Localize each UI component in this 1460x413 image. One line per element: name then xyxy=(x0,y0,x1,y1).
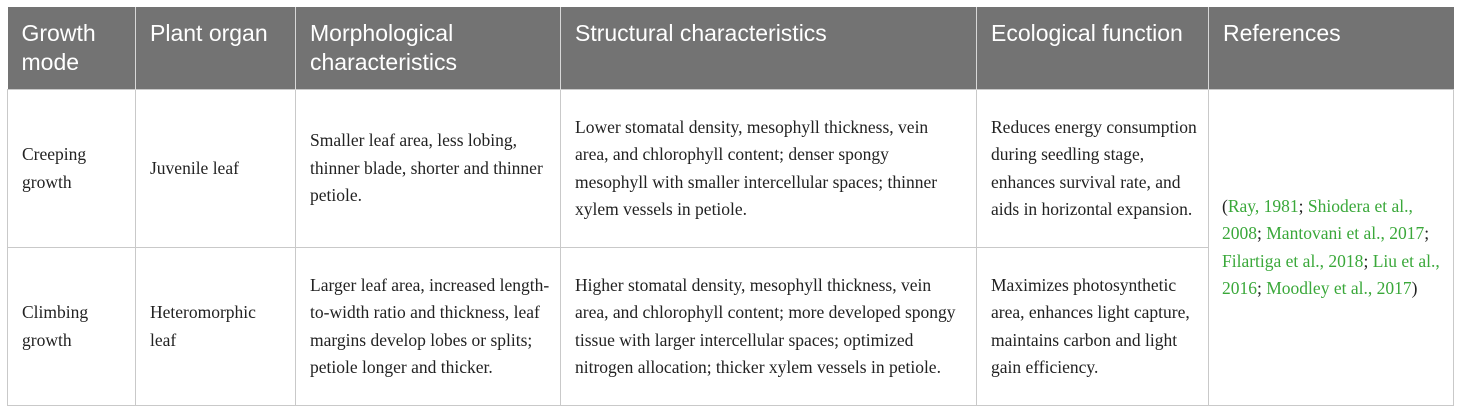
header-structural: Structural characteristics xyxy=(561,7,977,90)
header-plant-organ: Plant organ xyxy=(136,7,296,90)
header-references: References xyxy=(1209,7,1454,90)
cell-morphological: Larger leaf area, increased length-to-width ratio and thickness, leaf margins develop lobes or splits; petiole longer and thicker. xyxy=(296,248,561,406)
cell-morphological: Smaller leaf area, less lobing, thinner blade, shorter and thinner petiole. xyxy=(296,90,561,248)
ref-separator: ; xyxy=(1257,278,1267,298)
ref-link-mantovani[interactable]: Mantovani et al., 2017 xyxy=(1266,223,1425,243)
header-row xyxy=(8,7,1454,90)
ref-open-paren: ( xyxy=(1222,195,1228,216)
ref-separator: ; xyxy=(1363,250,1373,271)
table-container xyxy=(7,7,1453,406)
cell-growth-mode: Creeping growth xyxy=(8,90,136,248)
table-row xyxy=(8,90,1454,248)
header-morphological: Morphological characteristics xyxy=(296,7,561,90)
ref-link-filartiga[interactable]: Filartiga et al., 2018 xyxy=(1222,250,1364,271)
cell-ecological: Reduces energy consumption during seedling stage, enhances survival rate, and aids in horizontal expansion. xyxy=(977,90,1209,248)
growth-mode-table xyxy=(7,7,1454,406)
header-ecological: Ecological function xyxy=(977,7,1209,90)
ref-separator: ; xyxy=(1298,195,1308,216)
ref-link-shiodera[interactable]: Shiodera et al., 2008 xyxy=(1222,195,1413,243)
ref-link-moodley[interactable]: Moodley et al., 2017 xyxy=(1266,278,1412,298)
cell-plant-organ: Juvenile leaf xyxy=(136,90,296,248)
cell-structural: Lower stomatal density, mesophyll thickness, vein area, and chlorophyll content; denser spongy mesophyll with smaller intercellular spaces; thinner xylem vessels in petiole. xyxy=(561,90,977,248)
header-growth-mode: Growth mode xyxy=(8,7,136,90)
cell-references xyxy=(1209,90,1454,406)
ref-separator: ; xyxy=(1424,223,1430,243)
ref-link-liu[interactable]: Liu et al., 2016 xyxy=(1222,250,1440,298)
cell-plant-organ: Heteromorphic leaf xyxy=(136,248,296,406)
ref-close-paren: ) xyxy=(1411,278,1418,298)
ref-separator: ; xyxy=(1257,223,1267,243)
cell-ecological: Maximizes photosynthetic area, enhances light capture, maintains carbon and light gain efficiency. xyxy=(977,248,1209,406)
ref-link-ray[interactable]: Ray, 1981 xyxy=(1227,195,1299,216)
cell-growth-mode: Climbing growth xyxy=(8,248,136,406)
cell-structural: Higher stomatal density, mesophyll thickness, vein area, and chlorophyll content; more developed spongy tissue with larger intercellular spaces; optimized nitrogen allocation; thicker xylem vessels in petiole. xyxy=(561,248,977,406)
